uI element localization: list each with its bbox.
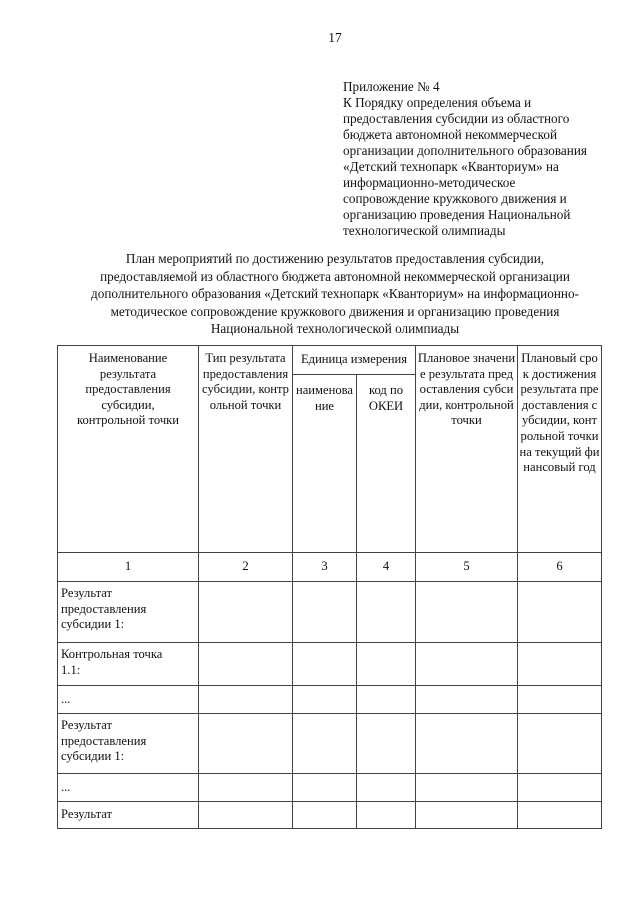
table-cell (518, 774, 602, 802)
table-cell (293, 686, 357, 714)
table-cell (199, 582, 293, 643)
title-line: предоставляемой из областного бюджета автономной некоммерческой организации (100, 268, 570, 284)
header-result-type: Тип результата предоставления субсидии, контрольной точки (199, 346, 293, 553)
appendix-line: К Порядку определения объема и (343, 95, 532, 110)
table-cell (416, 643, 518, 686)
table-row (58, 802, 602, 829)
header-planned-value: Плановое значение результата предоставления субсидии, контрольной точки (416, 346, 518, 553)
appendix-line: бюджета автономной некоммерческой (343, 127, 558, 142)
page-number: 17 (328, 30, 342, 45)
table-row (58, 774, 602, 802)
table-cell (416, 686, 518, 714)
table-cell (357, 774, 416, 802)
column-number: 2 (199, 553, 293, 582)
appendix-line: Приложение № 4 (343, 79, 440, 94)
table-cell (357, 582, 416, 643)
table-cell (416, 802, 518, 829)
table-cell (518, 582, 602, 643)
table-cell (416, 774, 518, 802)
title-line: дополнительного образования «Детский технопарк «Кванториум» на информационно- (91, 286, 579, 301)
header-okei-code: код по ОКЕИ (357, 375, 416, 553)
appendix-line: организации дополнительного образования (343, 143, 587, 158)
header-planned-deadline: Плановый срок достижения результата предоставления субсидии, контрольной точки на текущий финансовый год (518, 346, 602, 553)
table-cell (293, 714, 357, 774)
table-cell (293, 582, 357, 643)
row-label: ... (58, 686, 199, 714)
table-cell (518, 643, 602, 686)
row-label: Результат предоставления субсидии 1: (58, 714, 199, 774)
column-number: 3 (293, 553, 357, 582)
title-line: План мероприятий по достижению результатов предоставления субсидии, (125, 251, 545, 266)
column-number: 4 (357, 553, 416, 582)
table-cell (293, 643, 357, 686)
table-cell (416, 582, 518, 643)
table-cell (293, 774, 357, 802)
appendix-line: информационно-методическое (343, 175, 516, 190)
table-cell (416, 714, 518, 774)
table-cell (357, 802, 416, 829)
appendix-line: организацию проведения Национальной (343, 207, 571, 222)
title-line: методическое сопровождение кружкового движения и организацию проведения (110, 303, 560, 319)
table-cell (357, 643, 416, 686)
header-result-name: Наименование результата предоставления субсидии, контрольной точки (58, 346, 199, 553)
appendix-line: «Детский технопарк «Кванториум» на (343, 159, 559, 174)
plan-table (57, 345, 602, 829)
table-row (58, 582, 602, 643)
table-cell (199, 774, 293, 802)
table-row (58, 686, 602, 714)
row-label: Контрольная точка 1.1: (58, 643, 199, 686)
appendix-line: технологической олимпиады (343, 223, 506, 238)
table-cell (199, 643, 293, 686)
table-cell (357, 686, 416, 714)
table-cell (199, 686, 293, 714)
column-number: 5 (416, 553, 518, 582)
appendix-line: предоставления субсидии из областного (343, 111, 570, 126)
table-cell (199, 714, 293, 774)
header-unit-group: Единица измерения (293, 346, 416, 375)
header-unit-name: наименование (293, 375, 357, 553)
document-title (40, 250, 630, 338)
table-row (58, 714, 602, 774)
row-label: Результат (58, 802, 199, 829)
title-line: Национальной технологической олимпиады (210, 321, 460, 336)
table-cell (518, 802, 602, 829)
appendix-line: сопровождение кружкового движения и (343, 191, 567, 206)
table-cell (518, 686, 602, 714)
row-label: Результат предоставления субсидии 1: (58, 582, 199, 643)
table-cell (357, 714, 416, 774)
column-number: 6 (518, 553, 602, 582)
table-cell (518, 714, 602, 774)
appendix-reference (343, 79, 613, 239)
table-row (58, 643, 602, 686)
table-cell (199, 802, 293, 829)
column-number: 1 (58, 553, 199, 582)
row-label: ... (58, 774, 199, 802)
table-cell (293, 802, 357, 829)
